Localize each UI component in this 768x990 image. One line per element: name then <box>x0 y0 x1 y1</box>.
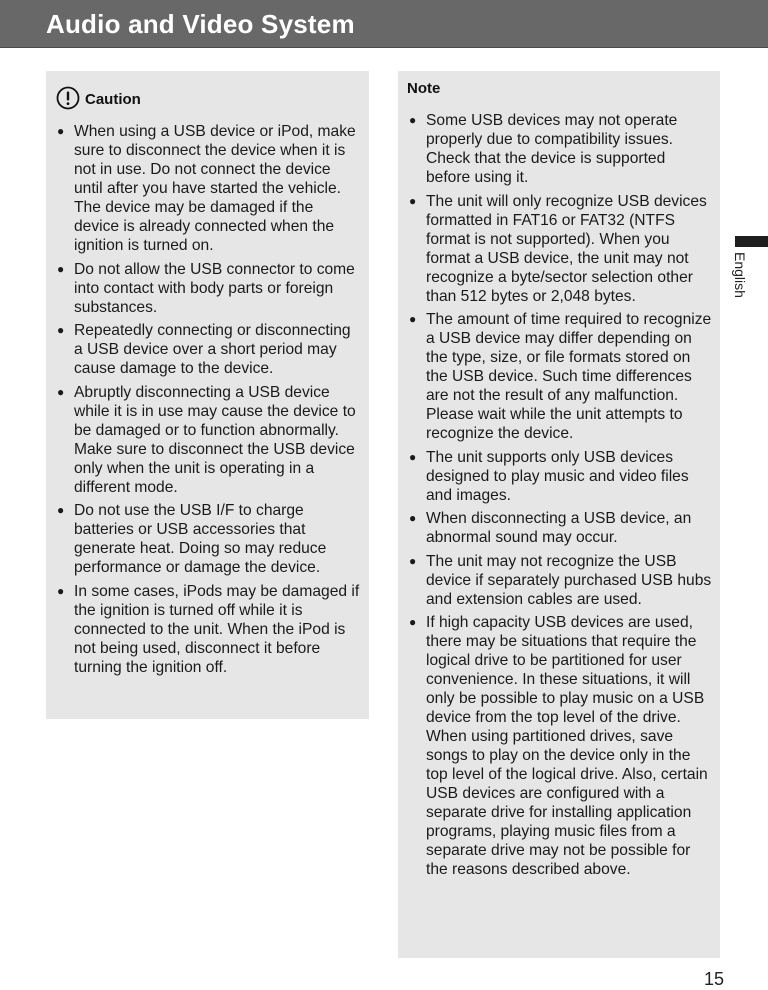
bullet-icon: ● <box>57 124 65 138</box>
caution-item <box>56 383 361 497</box>
bullet-icon: ● <box>57 583 65 598</box>
caution-item-text: When using a USB device or iPod, make sure to disconnect the device when it is not in use. Do not connect the device until after you have started the vehicle. The device may be damaged if the device is already connected when the ignition is turned on. <box>74 123 356 254</box>
note-item <box>408 552 713 609</box>
caution-item-text: Abruptly disconnecting a USB device while it is in use may cause the device to be damaged or to function abnormally. Make sure to disconnect the USB device only when the unit is operating in a different mode. <box>74 383 356 496</box>
caution-item <box>56 122 361 255</box>
note-title: Note <box>407 80 441 97</box>
note-item-text: The unit may not recognize the USB device if separately purchased USB hubs and extension cables are used. <box>426 552 712 608</box>
bullet-icon: ● <box>409 113 417 127</box>
bullet-icon: ● <box>409 193 417 208</box>
note-list <box>408 111 713 884</box>
bullet-icon: ● <box>409 449 417 464</box>
note-box <box>398 71 720 958</box>
exclamation-circle-icon <box>56 86 80 110</box>
note-item-text: The unit supports only USB devices designed to play music and video files and images. <box>426 448 689 504</box>
note-item-text: The amount of time required to recognize a USB device may differ depending on the type, size, or file formats stored on the USB device. Such time differences are not the result of any malfunction. Please wait while the unit attempts to recognize the device. <box>426 311 712 442</box>
bullet-icon: ● <box>409 312 417 326</box>
caution-list <box>56 122 361 681</box>
caution-item <box>56 501 361 577</box>
note-item-text: Some USB devices may not operate properly due to compatibility issues. Check that the device is supported before using it. <box>426 112 678 186</box>
note-item <box>408 613 713 879</box>
note-item <box>408 509 713 547</box>
note-item-text: The unit will only recognize USB devices formatted in FAT16 or FAT32 (NTFS format is not supported). When you format a USB device, the unit may not recognize a byte/sector selection other than 512 bytes or 2,048 bytes. <box>426 192 707 305</box>
bullet-icon: ● <box>57 384 65 399</box>
caution-item-text: In some cases, iPods may be damaged if the ignition is turned off while it is connected to the unit. When the iPod is not being used, disconnect it before turning the ignition off. <box>74 582 360 676</box>
note-item <box>408 192 713 306</box>
note-item <box>408 111 713 187</box>
language-tab <box>732 252 752 312</box>
page-title: Audio and Video System <box>46 9 355 39</box>
language-tab-label: English <box>732 252 748 298</box>
page-header <box>0 0 768 48</box>
note-item <box>408 448 713 505</box>
bullet-icon: ● <box>409 553 417 568</box>
note-item <box>408 310 713 443</box>
caution-title: Caution <box>85 91 141 108</box>
caution-item <box>56 260 361 317</box>
bullet-icon: ● <box>409 511 417 525</box>
bullet-icon: ● <box>409 615 417 629</box>
language-tab-marker <box>735 236 768 247</box>
caution-item-text: Do not allow the USB connector to come into contact with body parts or foreign substances. <box>74 260 355 316</box>
bullet-icon: ● <box>57 503 65 517</box>
bullet-icon: ● <box>57 261 65 276</box>
caution-item <box>56 321 361 378</box>
caution-item-text: Repeatedly connecting or disconnecting a USB device over a short period may cause damage to the device. <box>74 322 351 377</box>
page-number: 15 <box>704 969 725 989</box>
note-item-text: If high capacity USB devices are used, there may be situations that require the logical drive to be partitioned for user convenience. In these situations, it will only be possible to play music on a USB device from the top level of the drive. When using partitioned drives, save songs to play on the device only in the top level of the logical drive. Also, certain USB devices are configured with a separate drive for installing application programs, playing music files from a separate drive may not be possible for the reasons described above. <box>426 614 708 878</box>
caution-box <box>46 71 369 719</box>
caution-item-text: Do not use the USB I/F to charge batteries or USB accessories that generate heat. Doing so may reduce performance or damage the device. <box>74 502 327 576</box>
caution-item <box>56 582 361 677</box>
note-item-text: When disconnecting a USB device, an abnormal sound may occur. <box>426 510 692 546</box>
bullet-icon: ● <box>57 323 65 337</box>
